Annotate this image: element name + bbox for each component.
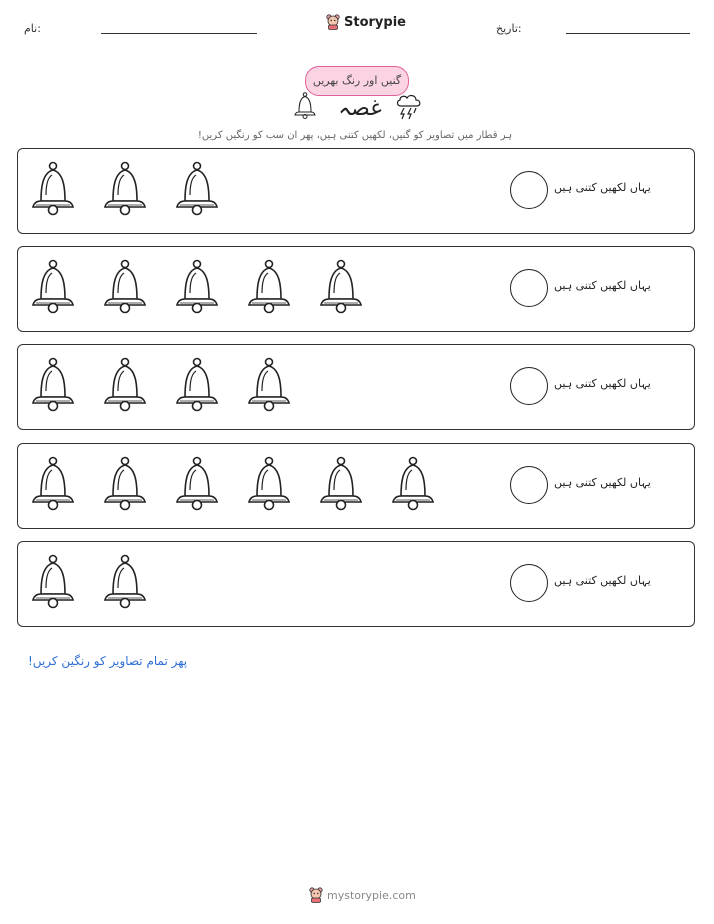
bell-icon: [28, 259, 78, 315]
bell-icon: [28, 161, 78, 217]
counting-row-1: [17, 148, 695, 234]
brand-name: Storypie: [344, 14, 406, 30]
storm-cloud-icon: [394, 92, 424, 120]
footer-site[interactable]: mystorypie.com: [327, 888, 416, 902]
name-line[interactable]: [101, 33, 257, 34]
date-label: تاریخ:: [496, 22, 522, 35]
row-label: یہاں لکھیں کتنی ہیں: [554, 377, 651, 390]
instructions: ہر قطار میں تصاویر کو گنیں، لکھیں کتنی ہیں، پھر ان سب کو رنگیں کریں!: [197, 130, 513, 141]
answer-circle[interactable]: [510, 269, 548, 307]
bell-icon: [100, 456, 150, 512]
name-label: نام:: [24, 22, 41, 35]
answer-circle[interactable]: [510, 367, 548, 405]
footer-note: پھر تمام تصاویر کو رنگین کریں!: [28, 654, 188, 668]
answer-circle[interactable]: [510, 564, 548, 602]
counting-row-3: [17, 344, 695, 430]
bell-group: [28, 456, 438, 512]
row-label: یہاں لکھیں کتنی ہیں: [554, 279, 651, 292]
worksheet-tag: گنیں اور رنگ بھریں: [305, 66, 409, 96]
answer-circle[interactable]: [510, 466, 548, 504]
bell-icon: [172, 357, 222, 413]
bell-icon: [244, 357, 294, 413]
bell-icon: [100, 357, 150, 413]
bell-icon: [100, 259, 150, 315]
row-label: یہاں لکھیں کتنی ہیں: [554, 181, 651, 194]
bell-icon: [172, 259, 222, 315]
storypie-bear-icon: [309, 887, 323, 903]
bell-group: [28, 259, 366, 315]
bell-icon: [28, 554, 78, 610]
bell-icon: [388, 456, 438, 512]
bell-icon: [172, 456, 222, 512]
bell-icon: [244, 456, 294, 512]
bell-icon: [172, 161, 222, 217]
brand-logo: [326, 14, 406, 30]
worksheet-title: غصہ: [338, 96, 382, 121]
bell-icon: [28, 357, 78, 413]
counting-row-4: [17, 443, 695, 529]
footer-brand: [309, 887, 416, 903]
counting-row-5: [17, 541, 695, 627]
bell-group: [28, 357, 294, 413]
bell-icon: [100, 161, 150, 217]
bell-icon: [292, 92, 318, 120]
counting-row-2: [17, 246, 695, 332]
row-label: یہاں لکھیں کتنی ہیں: [554, 574, 651, 587]
bell-group: [28, 161, 222, 217]
row-label: یہاں لکھیں کتنی ہیں: [554, 476, 651, 489]
bell-group: [28, 554, 150, 610]
bell-icon: [316, 259, 366, 315]
bell-icon: [28, 456, 78, 512]
bell-icon: [316, 456, 366, 512]
date-line[interactable]: [566, 33, 690, 34]
answer-circle[interactable]: [510, 171, 548, 209]
bell-icon: [100, 554, 150, 610]
bell-icon: [244, 259, 294, 315]
storypie-bear-icon: [326, 14, 340, 30]
